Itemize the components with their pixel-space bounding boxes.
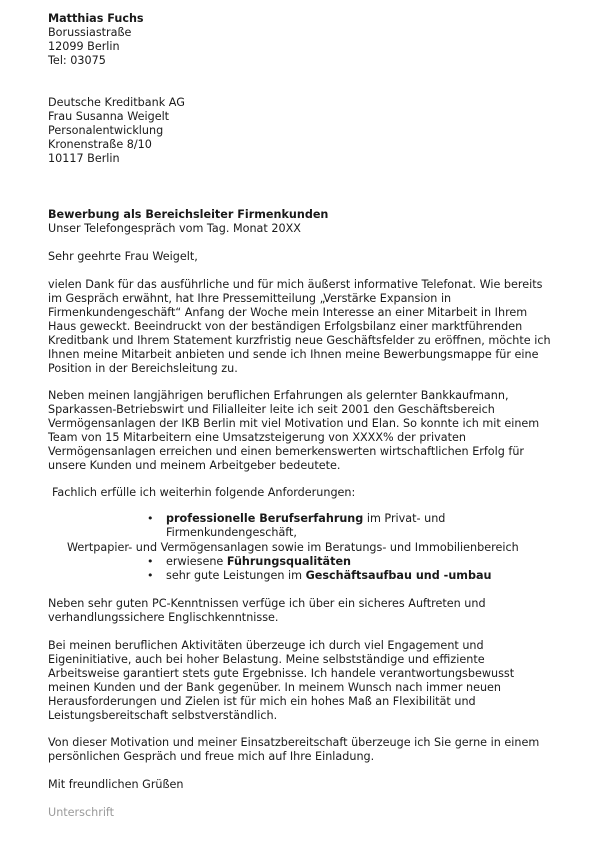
paragraph-line: meinen Kunden und der Bank gegenüber. In meinem Wunsch nach immer neuen	[48, 681, 502, 694]
recipient-city: 10117 Berlin	[48, 152, 120, 165]
bullet-text	[166, 555, 351, 569]
paragraph-line: Kreditbank und Ihrem Statement kurzfristig neue Geschäftsfelder zu eröffnen, möchte ich	[48, 334, 551, 347]
paragraph-line: vielen Dank für das ausführliche und für mich äußerst informative Telefonat. Wie bereits	[48, 278, 543, 291]
paragraph-4	[48, 639, 573, 723]
bullet-pre: sehr gute Leistungen im	[166, 569, 306, 582]
paragraph-line: Herausforderungen und Zielen ist für mich ein hohes Maß an Flexibilität und	[48, 695, 476, 708]
paragraph-3	[48, 597, 573, 625]
paragraph-line: persönlichen Gespräch und freue mich auf Ihre Einladung.	[48, 750, 375, 763]
paragraph-line: im Gespräch erwähnt, hat Ihre Pressemitteilung „Verstärke Expansion in	[48, 292, 452, 305]
sender-street: Borussiastraße	[48, 26, 132, 39]
bullet-text	[166, 512, 445, 526]
subject-title: Bewerbung als Bereichsleiter Firmenkunden	[48, 208, 329, 221]
closing-text: Mit freundlichen Grüßen	[48, 778, 184, 791]
recipient-block	[48, 96, 185, 166]
bullet-bold: Führungsqualitäten	[226, 555, 351, 568]
paragraph-line: Haus geweckt. Beeindruckt von der beständigen Erfolgsbilanz einer marktführenden	[48, 320, 523, 333]
sender-name: Matthias Fuchs	[48, 12, 144, 25]
list-item-continuation	[67, 541, 519, 555]
bullet-icon: •	[147, 512, 154, 525]
paragraph-line: Eigeninitiative, auch bei hoher Belastung. Meine selbstständige und effiziente	[48, 653, 485, 666]
recipient-department: Personalentwicklung	[48, 124, 164, 137]
recipient-street: Kronenstraße 8/10	[48, 138, 152, 151]
salutation	[48, 250, 198, 264]
signature-text: Unterschrift	[48, 806, 115, 819]
bullet-bold: professionelle Berufserfahrung	[166, 512, 364, 525]
paragraph-line: Sparkassen-Betriebswirt und Filialleiter leite ich seit 2001 den Geschäftsbereich	[48, 403, 495, 416]
signature	[48, 806, 114, 820]
paragraph-line: Neben sehr guten PC-Kenntnissen verfüge ich über ein sicheres Auftreten und	[48, 597, 486, 610]
bullet-bold: Geschäftsaufbau und -umbau	[305, 569, 492, 582]
paragraph-line: Ihnen meine Mitarbeit anbieten und sende ich Ihnen meine Bewerbungsmappe für eine	[48, 348, 539, 361]
bullet-text: Wertpapier- und Vermögensanlagen sowie im Beratungs- und Immobilienbereich	[67, 541, 519, 554]
paragraph-line: Firmenkundengeschäft“ Anfang der Woche mein Interesse an einer Mitarbeit in Ihrem	[48, 306, 528, 319]
subject-reference: Unser Telefongespräch vom Tag. Monat 20XX	[48, 222, 301, 235]
bullet-text: Firmenkundengeschäft,	[166, 526, 297, 539]
paragraph-line: Position in der Bereichsleitung zu.	[48, 362, 238, 375]
paragraph-line: unsere Kunden und meinem Arbeitgeber bedeutete.	[48, 459, 341, 472]
recipient-contact: Frau Susanna Weigelt	[48, 110, 170, 123]
subject-block	[48, 208, 328, 236]
paragraph-line: Neben meinen langjährigen beruflichen Erfahrungen als gelernter Bankkaufmann,	[48, 389, 509, 402]
recipient-company: Deutsche Kreditbank AG	[48, 96, 185, 109]
sender-city: 12099 Berlin	[48, 40, 120, 53]
requirements-intro-text: Fachlich erfülle ich weiterhin folgende Anforderungen:	[52, 486, 356, 499]
bullet-icon: •	[147, 555, 154, 568]
sender-phone: Tel: 03075	[48, 54, 106, 67]
paragraph-line: Vermögensanlagen erreichen und einen bemerkenswerten wirtschaftlichen Erfolg für	[48, 445, 525, 458]
requirements-intro	[52, 486, 355, 500]
paragraph-5	[48, 736, 573, 764]
bullet-rest: im Privat- und	[363, 512, 446, 525]
paragraph-line: Von dieser Motivation und meiner Einsatzbereitschaft überzeuge ich Sie gerne in einem	[48, 736, 540, 749]
paragraph-line: Arbeitsweise garantiert stets gute Ergebnisse. Ich handele verantwortungsbewusst	[48, 667, 515, 680]
bullet-icon: •	[147, 569, 154, 582]
paragraph-1	[48, 278, 573, 376]
paragraph-line: verhandlungssichere Englischkenntnisse.	[48, 611, 279, 624]
paragraph-line: Bei meinen beruflichen Aktivitäten überzeuge ich durch viel Engagement und	[48, 639, 484, 652]
paragraph-line: Leistungsbereitschaft selbstverständlich.	[48, 709, 278, 722]
paragraph-line: Team von 15 Mitarbeitern eine Umsatzsteigerung von XXXX% der privaten	[48, 431, 466, 444]
paragraph-2	[48, 389, 573, 473]
paragraph-line: Vermögensanlagen der IKB Berlin mit viel Motivation und Elan. So konnte ich mit einem	[48, 417, 540, 430]
bullet-text	[166, 569, 491, 583]
closing	[48, 778, 184, 792]
sender-block	[48, 12, 144, 68]
salutation-text: Sehr geehrte Frau Weigelt,	[48, 250, 198, 263]
bullet-pre: erwiesene	[166, 555, 227, 568]
